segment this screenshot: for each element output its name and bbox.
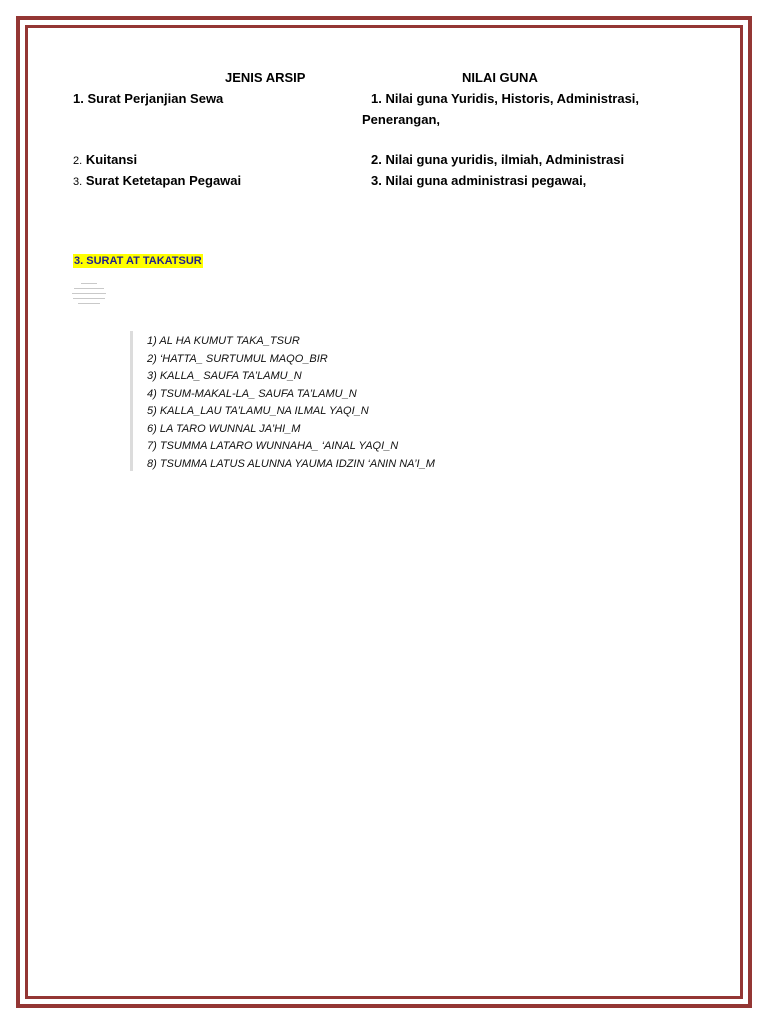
list-item: 7) TSUMMA LATARO WUNNAHA_ ‘AINAL YAQI_N: [147, 440, 399, 452]
row-2-number: 2.: [73, 155, 83, 167]
row-1-nilai: 1. Nilai guna Yuridis, Historis, Administrasi,: [371, 91, 640, 106]
list-item: 1) AL HA KUMUT TAKA_TSUR: [147, 335, 300, 347]
row-3-jenis: [73, 173, 241, 188]
row-3-number: 3.: [73, 176, 83, 188]
section-title-at-takatsur: 3. SURAT AT TAKATSUR: [74, 255, 202, 267]
verse-list: [147, 333, 435, 473]
row-2-jenis: [73, 152, 137, 167]
list-item: 3) KALLA_ SAUFA TA’LAMU_N: [147, 370, 302, 382]
row-2-nilai: 2. Nilai guna yuridis, ilmiah, Administrasi: [371, 152, 625, 167]
list-item: 2) ‘HATTA_ SURTUMUL MAQO_BIR: [147, 352, 328, 365]
row-2-label: Kuitansi: [85, 152, 138, 167]
list-item: 5) KALLA_LAU TA’LAMU_NA ILMAL YAQI_N: [147, 405, 369, 417]
column-header-jenis-arsip: JENIS ARSIP: [225, 70, 306, 85]
column-header-nilai-guna: NILAI GUNA: [462, 70, 538, 85]
row-3-label: Surat Ketetapan Pegawai: [85, 173, 242, 188]
row-1-nilai-continued: Penerangan,: [362, 112, 441, 127]
thumbnail-image: [70, 283, 108, 315]
row-1-jenis: 1. Surat Perjanjian Sewa: [73, 91, 224, 106]
page-border-inner: [25, 25, 743, 999]
list-item: 6) LA TARO WUNNAL JA’HI_M: [147, 422, 301, 435]
list-item: 8) TSUMMA LATUS ALUNNA YAUMA IDZIN ‘ANIN NA’I_M: [147, 457, 435, 470]
list-item: 4) TSUM-MAKAL-LA_ SAUFA TA’LAMU_N: [147, 387, 357, 400]
row-3-nilai: 3. Nilai guna administrasi pegawai,: [371, 173, 587, 188]
quote-bar: [130, 331, 133, 471]
